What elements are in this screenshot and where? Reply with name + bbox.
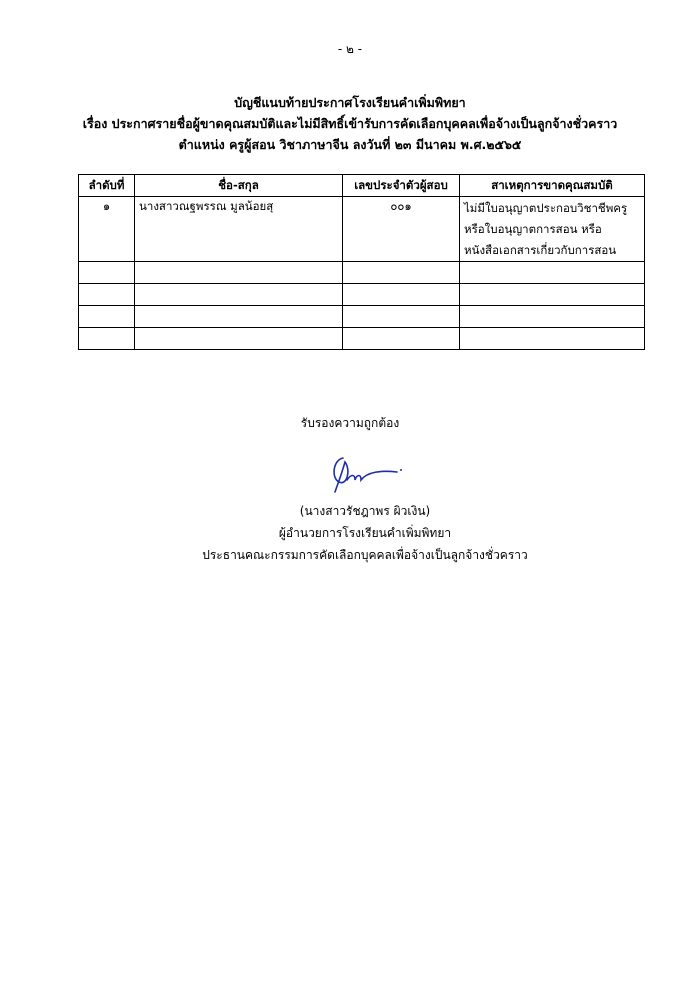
cell-exam-id: ๐๐๑	[343, 197, 460, 262]
header-name: ชื่อ-สกุล	[135, 175, 343, 197]
empty-row	[79, 262, 645, 284]
signer-name: (นางสาวรัชฎาพร ผิวเงิน)	[299, 504, 431, 518]
reason-line: ไม่มีใบอนุญาตประกอบวิชาชีพครู	[464, 201, 628, 215]
document-heading	[0, 92, 700, 155]
table-row	[79, 197, 645, 262]
cell-no: ๑	[79, 197, 135, 262]
reason-line: หนังสือเอกสารเกี่ยวกับการสอน	[464, 243, 617, 257]
empty-row	[79, 328, 645, 350]
signer-role: ประธานคณะกรรมการคัดเลือกบุคคลเพื่อจ้างเป็นลูกจ้างชั่วคราว	[202, 548, 528, 562]
heading-position: ตำแหน่ง ครูผู้สอน วิชาภาษาจีน ลงวันที่ ๒๓ มีนาคม พ.ศ.๒๕๖๕	[178, 137, 522, 152]
certification-text: รับรองความถูกต้อง	[300, 416, 400, 430]
heading-subject: เรื่อง ประกาศรายชื่อผู้ขาดคุณสมบัติและไม่มีสิทธิ์เข้ารับการคัดเลือกบุคคลเพื่อจ้างเป็นลูกจ้างชั่วคราว	[82, 116, 618, 131]
cell-reason	[460, 197, 645, 262]
empty-row	[79, 284, 645, 306]
cell-name: นางสาวณฐพรรณ มูลน้อยสุ	[135, 197, 343, 262]
disqualified-table	[78, 174, 645, 350]
reason-line: หรือใบอนุญาตการสอน หรือ	[464, 222, 602, 236]
empty-row	[79, 306, 645, 328]
signature-image	[325, 452, 405, 498]
header-reason: สาเหตุการขาดคุณสมบัติ	[460, 175, 645, 197]
signer-block	[0, 500, 700, 566]
page-number: - ๒ -	[337, 42, 363, 56]
table-header-row	[79, 175, 645, 197]
heading-title: บัญชีแนบท้ายประกาศโรงเรียนคำเพิ่มพิทยา	[234, 95, 466, 110]
header-exam-id: เลขประจำตัวผู้สอบ	[343, 175, 460, 197]
header-no: ลำดับที่	[79, 175, 135, 197]
signer-position: ผู้อำนวยการโรงเรียนคำเพิ่มพิทยา	[278, 526, 452, 540]
